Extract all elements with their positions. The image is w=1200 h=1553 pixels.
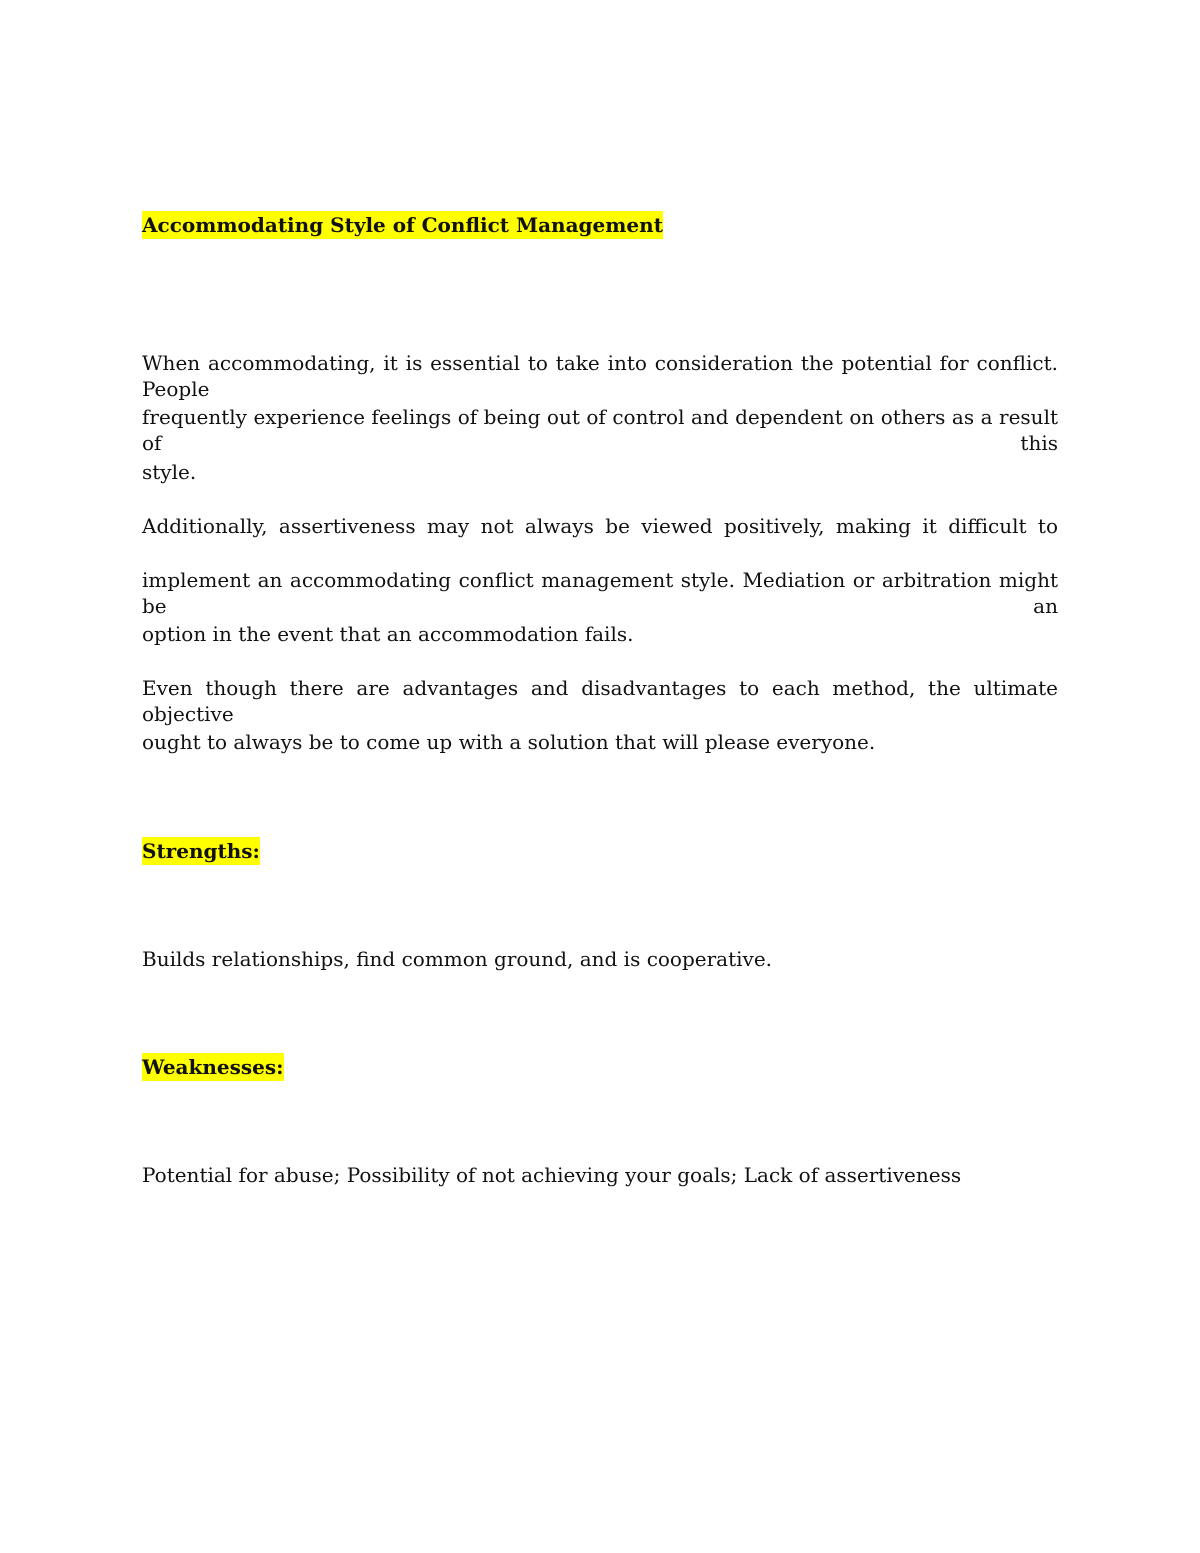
document-title	[142, 212, 663, 238]
paragraph-line: When accommodating, it is essential to take into consideration the potential for conflict. People	[142, 351, 1058, 401]
weaknesses-highlight: Weaknesses:	[142, 1055, 284, 1079]
strengths-text: Builds relationships, find common ground, and is cooperative.	[142, 947, 773, 971]
paragraph-line: style.	[142, 460, 197, 484]
strengths-heading	[142, 838, 260, 864]
weaknesses-heading	[142, 1054, 284, 1080]
paragraph-line: implement an accommodating conflict management style. Mediation or arbitration might be an	[142, 568, 1058, 618]
paragraph-line: frequently experience feelings of being out of control and dependent on others as a result of this	[142, 405, 1058, 455]
weaknesses-text: Potential for abuse; Possibility of not achieving your goals; Lack of assertiveness	[142, 1163, 962, 1187]
paragraph-line: Additionally, assertiveness may not always be viewed positively, making it difficult to	[142, 514, 1058, 538]
paragraph-line: Even though there are advantages and disadvantages to each method, the ultimate objective	[142, 676, 1058, 726]
paragraph-line: option in the event that an accommodation fails.	[142, 622, 634, 646]
paragraph-line: ought to always be to come up with a solution that will please everyone.	[142, 730, 876, 754]
title-highlight: Accommodating Style of Conflict Management	[142, 213, 663, 237]
strengths-highlight: Strengths:	[142, 839, 260, 863]
